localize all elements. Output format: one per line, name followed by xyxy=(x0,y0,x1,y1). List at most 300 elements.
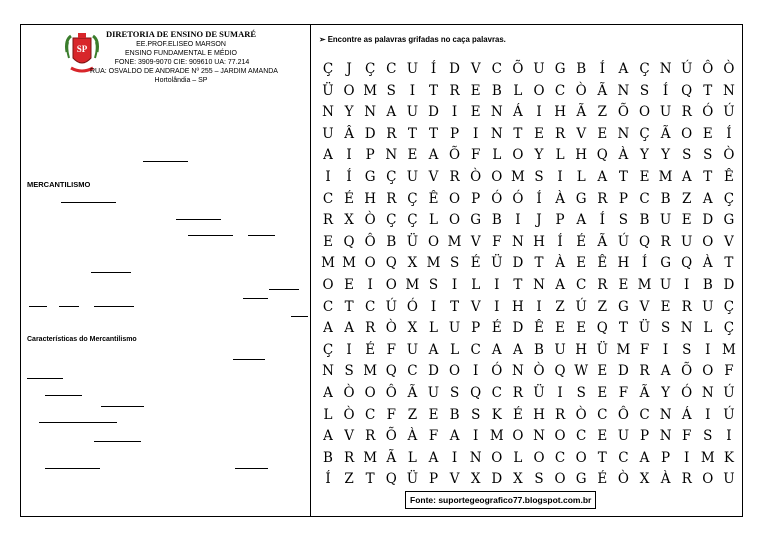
grid-letter[interactable]: S xyxy=(534,471,544,488)
grid-letter[interactable]: N xyxy=(490,104,503,121)
grid-letter[interactable]: T xyxy=(450,298,460,315)
grid-letter[interactable]: E xyxy=(639,169,650,185)
grid-letter[interactable]: O xyxy=(449,190,461,207)
grid-letter[interactable]: M xyxy=(721,341,736,358)
grid-letter[interactable]: Ê xyxy=(723,169,734,185)
grid-letter[interactable]: Ç xyxy=(639,125,650,142)
grid-letter[interactable]: M xyxy=(700,449,715,466)
grid-letter[interactable]: U xyxy=(680,233,693,250)
grid-letter[interactable]: T xyxy=(428,82,438,99)
grid-letter[interactable]: E xyxy=(597,125,608,142)
grid-letter[interactable]: P xyxy=(661,449,671,466)
grid-letter[interactable]: E xyxy=(470,104,481,121)
grid-letter[interactable]: U xyxy=(448,320,461,337)
grid-letter[interactable]: Õ xyxy=(681,363,693,380)
grid-letter[interactable]: M xyxy=(342,255,356,272)
grid-letter[interactable]: D xyxy=(428,363,439,380)
grid-letter[interactable]: C xyxy=(386,61,397,77)
grid-letter[interactable]: V xyxy=(576,125,587,142)
grid-letter[interactable]: V xyxy=(639,298,650,315)
grid-letter[interactable]: Í xyxy=(346,169,352,185)
grid-letter[interactable]: X xyxy=(344,212,354,229)
grid-letter[interactable]: T xyxy=(534,255,544,272)
grid-letter[interactable]: A xyxy=(428,147,439,164)
grid-letter[interactable]: V xyxy=(344,428,354,445)
grid-letter[interactable]: C xyxy=(597,406,608,423)
grid-letter[interactable]: I xyxy=(684,277,690,293)
grid-letter[interactable]: A xyxy=(618,61,629,77)
grid-letter[interactable]: Ò xyxy=(470,169,482,185)
grid-letter[interactable]: I xyxy=(451,449,458,466)
grid-letter[interactable]: Ê xyxy=(428,190,439,207)
grid-letter[interactable]: R xyxy=(365,320,376,337)
grid-letter[interactable]: O xyxy=(533,449,545,466)
grid-letter[interactable]: I xyxy=(536,298,542,315)
grid-letter[interactable]: C xyxy=(491,61,502,77)
grid-letter[interactable]: N xyxy=(617,125,630,142)
grid-letter[interactable]: X xyxy=(470,471,481,488)
grid-letter[interactable]: Y xyxy=(640,147,649,164)
grid-letter[interactable]: Ã xyxy=(597,82,608,99)
grid-letter[interactable]: U xyxy=(406,169,419,185)
grid-letter[interactable]: G xyxy=(470,212,482,229)
grid-letter[interactable]: I xyxy=(705,341,711,358)
grid-letter[interactable]: R xyxy=(449,169,460,185)
grid-letter[interactable]: Ü xyxy=(596,341,608,358)
grid-letter[interactable]: Ü xyxy=(533,385,545,401)
grid-letter[interactable]: C xyxy=(576,277,587,293)
grid-letter[interactable]: Z xyxy=(555,298,565,315)
grid-letter[interactable]: O xyxy=(702,363,714,380)
grid-letter[interactable]: O xyxy=(322,277,334,293)
grid-letter[interactable]: V xyxy=(470,298,481,315)
grid-letter[interactable]: Ã xyxy=(386,449,397,466)
grid-letter[interactable]: O xyxy=(427,233,440,250)
grid-letter[interactable]: T xyxy=(513,125,523,142)
grid-letter[interactable]: H xyxy=(364,190,377,207)
grid-letter[interactable]: M xyxy=(321,255,335,272)
grid-letter[interactable]: Õ xyxy=(449,147,461,164)
grid-letter[interactable]: Ô xyxy=(385,385,397,401)
grid-letter[interactable]: Q xyxy=(385,363,397,380)
grid-letter[interactable]: Ó xyxy=(491,190,503,207)
grid-letter[interactable]: I xyxy=(494,298,500,315)
grid-letter[interactable]: Ò xyxy=(575,406,587,423)
grid-letter[interactable]: E xyxy=(597,385,608,401)
grid-letter[interactable]: R xyxy=(386,125,397,142)
grid-letter[interactable]: Ú xyxy=(575,298,587,315)
grid-letter[interactable]: À xyxy=(555,190,565,207)
grid-letter[interactable]: L xyxy=(492,147,502,164)
grid-letter[interactable]: C xyxy=(322,298,334,315)
grid-letter[interactable]: U xyxy=(406,104,419,121)
grid-letter[interactable]: L xyxy=(703,320,713,337)
grid-letter[interactable]: Ü xyxy=(406,471,419,488)
grid-letter[interactable]: T xyxy=(618,320,628,337)
grid-letter[interactable]: Y xyxy=(661,147,671,164)
grid-letter[interactable]: R xyxy=(681,298,692,315)
grid-letter[interactable]: R xyxy=(449,82,460,99)
grid-letter[interactable]: T xyxy=(597,449,607,466)
grid-letter[interactable]: I xyxy=(473,428,479,445)
grid-letter[interactable]: R xyxy=(344,449,355,466)
grid-letter[interactable]: E xyxy=(597,363,608,380)
grid-letter[interactable]: É xyxy=(365,341,376,358)
grid-letter[interactable]: N xyxy=(659,428,672,445)
grid-letter[interactable]: Ò xyxy=(343,406,355,423)
grid-letter[interactable]: O xyxy=(491,169,503,185)
grid-letter[interactable]: U xyxy=(406,341,419,358)
grid-letter[interactable]: A xyxy=(344,320,354,337)
grid-letter[interactable]: Ú xyxy=(723,104,735,121)
grid-letter[interactable]: T xyxy=(365,471,375,488)
grid-letter[interactable]: R xyxy=(681,104,692,121)
grid-letter[interactable]: O xyxy=(364,385,376,401)
grid-letter[interactable]: Ü xyxy=(406,233,419,250)
grid-letter[interactable]: Í xyxy=(599,61,605,77)
grid-letter[interactable]: S xyxy=(703,428,713,445)
grid-letter[interactable]: R xyxy=(365,428,376,445)
grid-letter[interactable]: Q xyxy=(470,385,482,401)
grid-letter[interactable]: M xyxy=(658,169,673,185)
grid-letter[interactable]: Ç xyxy=(407,190,418,207)
grid-letter[interactable]: Ú xyxy=(723,406,735,423)
grid-letter[interactable]: N xyxy=(322,363,334,380)
grid-letter[interactable]: Ó xyxy=(681,385,693,401)
grid-letter[interactable]: À xyxy=(702,255,713,272)
grid-letter[interactable]: B xyxy=(660,190,671,207)
grid-letter[interactable]: U xyxy=(322,125,334,142)
grid-letter[interactable]: U xyxy=(659,104,672,121)
grid-letter[interactable]: E xyxy=(323,233,333,250)
grid-letter[interactable]: S xyxy=(703,147,713,164)
grid-letter[interactable]: F xyxy=(639,341,650,358)
grid-letter[interactable]: É xyxy=(470,255,481,272)
grid-letter[interactable]: G xyxy=(723,212,735,229)
grid-letter[interactable]: D xyxy=(512,320,524,337)
grid-letter[interactable]: I xyxy=(325,169,331,185)
grid-letter[interactable]: E xyxy=(470,82,481,99)
grid-letter[interactable]: D xyxy=(428,104,439,121)
grid-letter[interactable]: R xyxy=(660,233,671,250)
grid-letter[interactable]: Ú xyxy=(385,298,397,315)
grid-letter[interactable]: E xyxy=(428,406,439,423)
grid-letter[interactable]: Ò xyxy=(723,61,735,77)
grid-letter[interactable]: D xyxy=(512,255,524,272)
grid-letter[interactable]: N xyxy=(659,61,672,77)
grid-letter[interactable]: M xyxy=(510,169,525,185)
grid-letter[interactable]: A xyxy=(449,428,460,445)
grid-letter[interactable]: U xyxy=(659,212,672,229)
grid-letter[interactable]: X xyxy=(639,471,650,488)
grid-letter[interactable]: É xyxy=(491,320,502,337)
grid-letter[interactable]: A xyxy=(491,341,502,358)
grid-letter[interactable]: Ò xyxy=(364,212,376,229)
grid-letter[interactable]: X xyxy=(407,320,418,337)
grid-letter[interactable]: N xyxy=(659,406,672,423)
grid-letter[interactable]: Ò xyxy=(343,385,355,401)
grid-letter[interactable]: C xyxy=(554,82,566,99)
grid-letter[interactable]: Â xyxy=(344,125,354,142)
grid-letter[interactable]: Ç xyxy=(723,320,735,337)
grid-letter[interactable]: N xyxy=(511,363,524,380)
grid-letter[interactable]: É xyxy=(576,233,587,250)
grid-letter[interactable]: D xyxy=(449,61,460,77)
grid-letter[interactable]: E xyxy=(681,212,692,229)
grid-letter[interactable]: Ò xyxy=(575,82,587,99)
grid-letter[interactable]: F xyxy=(471,147,481,164)
grid-letter[interactable]: I xyxy=(557,385,563,401)
grid-letter[interactable]: V xyxy=(724,233,734,250)
grid-letter[interactable]: Ó xyxy=(406,298,418,315)
grid-letter[interactable]: E xyxy=(344,277,355,293)
grid-letter[interactable]: E xyxy=(618,277,629,293)
grid-letter[interactable]: U xyxy=(723,471,735,488)
grid-letter[interactable]: Õ xyxy=(512,61,524,77)
grid-letter[interactable]: I xyxy=(515,212,521,229)
grid-letter[interactable]: T xyxy=(724,255,734,272)
grid-letter[interactable]: Ó xyxy=(491,363,503,380)
grid-letter[interactable]: Ç xyxy=(723,190,735,207)
grid-letter[interactable]: Í xyxy=(430,61,437,77)
grid-letter[interactable]: Í xyxy=(536,190,542,207)
grid-letter[interactable]: N xyxy=(490,125,503,142)
grid-letter[interactable]: B xyxy=(491,82,502,99)
grid-letter[interactable]: F xyxy=(386,406,396,423)
grid-letter[interactable]: Ç xyxy=(365,61,376,77)
grid-letter[interactable]: K xyxy=(491,406,502,423)
grid-letter[interactable]: Ã xyxy=(407,385,418,401)
grid-letter[interactable]: L xyxy=(555,147,565,164)
grid-letter[interactable]: A xyxy=(513,341,523,358)
grid-letter[interactable]: C xyxy=(365,298,376,315)
grid-letter[interactable]: N xyxy=(533,428,545,445)
grid-letter[interactable]: F xyxy=(618,385,629,401)
grid-letter[interactable]: Ú xyxy=(617,233,630,250)
grid-letter[interactable]: T xyxy=(618,169,628,185)
grid-letter[interactable]: U xyxy=(533,61,545,77)
grid-letter[interactable]: I xyxy=(473,125,479,142)
grid-letter[interactable]: Q xyxy=(596,320,608,337)
grid-letter[interactable]: U xyxy=(427,385,440,401)
grid-letter[interactable]: B xyxy=(449,406,460,423)
grid-letter[interactable]: Á xyxy=(513,104,523,121)
grid-letter[interactable]: Q xyxy=(596,147,608,164)
grid-letter[interactable]: S xyxy=(682,147,692,164)
grid-letter[interactable]: Ã xyxy=(660,125,671,142)
grid-letter[interactable]: Ã xyxy=(639,385,650,401)
grid-letter[interactable]: L xyxy=(429,212,438,229)
grid-letter[interactable]: À xyxy=(407,428,418,445)
grid-letter[interactable]: H xyxy=(575,341,588,358)
grid-letter[interactable]: A xyxy=(597,169,608,185)
grid-letter[interactable]: T xyxy=(407,125,417,142)
grid-letter[interactable]: R xyxy=(322,212,334,229)
grid-letter[interactable]: Ò xyxy=(723,147,735,164)
grid-letter[interactable]: À xyxy=(555,255,565,272)
grid-letter[interactable]: O xyxy=(638,104,651,121)
grid-letter[interactable]: E xyxy=(597,428,608,445)
grid-letter[interactable]: E xyxy=(576,320,587,337)
grid-letter[interactable]: Z xyxy=(681,190,692,207)
grid-letter[interactable]: Ã xyxy=(576,104,587,121)
grid-letter[interactable]: H xyxy=(575,147,588,164)
grid-letter[interactable]: T xyxy=(513,277,523,293)
grid-letter[interactable]: Z xyxy=(597,298,607,315)
grid-letter[interactable]: P xyxy=(428,471,439,488)
grid-letter[interactable]: L xyxy=(407,449,417,466)
grid-letter[interactable]: Y xyxy=(534,147,544,164)
grid-letter[interactable]: O xyxy=(385,277,397,293)
grid-letter[interactable]: Ò xyxy=(385,320,397,337)
grid-letter[interactable]: E xyxy=(534,125,544,142)
grid-letter[interactable]: Ú xyxy=(723,385,735,401)
grid-letter[interactable]: C xyxy=(639,190,650,207)
grid-letter[interactable]: A xyxy=(386,104,397,121)
grid-letter[interactable]: Q xyxy=(385,471,397,488)
grid-letter[interactable]: B xyxy=(702,277,713,293)
grid-letter[interactable]: Í xyxy=(557,233,563,250)
grid-letter[interactable]: C xyxy=(576,428,587,445)
grid-letter[interactable]: I xyxy=(409,82,416,99)
grid-letter[interactable]: S xyxy=(428,277,439,293)
grid-letter[interactable]: A xyxy=(660,363,671,380)
grid-letter[interactable]: B xyxy=(576,61,587,77)
grid-letter[interactable]: Ó xyxy=(702,104,714,121)
grid-letter[interactable]: U xyxy=(659,277,672,293)
grid-letter[interactable]: I xyxy=(451,104,458,121)
grid-letter[interactable]: Q xyxy=(638,233,651,250)
grid-letter[interactable]: M xyxy=(616,341,631,358)
grid-letter[interactable]: O xyxy=(449,363,461,380)
grid-letter[interactable]: C xyxy=(639,406,650,423)
grid-letter[interactable]: P xyxy=(450,125,460,142)
grid-letter[interactable]: I xyxy=(536,104,542,121)
grid-letter[interactable]: S xyxy=(534,169,544,185)
grid-letter[interactable]: S xyxy=(639,82,650,99)
grid-letter[interactable]: Ô xyxy=(617,406,629,423)
grid-letter[interactable]: É xyxy=(344,190,355,207)
grid-letter[interactable]: Í xyxy=(325,471,331,488)
grid-letter[interactable]: V xyxy=(428,169,439,185)
grid-letter[interactable]: Õ xyxy=(385,428,397,445)
grid-letter[interactable]: À xyxy=(618,147,629,164)
grid-letter[interactable]: A xyxy=(576,212,587,229)
grid-letter[interactable]: Z xyxy=(597,104,607,121)
grid-letter[interactable]: A xyxy=(428,449,439,466)
grid-letter[interactable]: M xyxy=(489,428,504,445)
grid-letter[interactable]: O xyxy=(554,471,566,488)
grid-letter[interactable]: L xyxy=(513,82,523,99)
grid-letter[interactable]: C xyxy=(365,406,376,423)
grid-letter[interactable]: S xyxy=(660,320,671,337)
grid-letter[interactable]: S xyxy=(682,341,692,358)
grid-letter[interactable]: G xyxy=(575,190,587,207)
grid-letter[interactable]: S xyxy=(471,406,481,423)
grid-letter[interactable]: I xyxy=(430,298,437,315)
grid-letter[interactable]: E xyxy=(702,125,713,142)
grid-letter[interactable]: A xyxy=(323,385,333,401)
grid-letter[interactable]: L xyxy=(471,277,481,293)
grid-letter[interactable]: A xyxy=(323,428,333,445)
grid-letter[interactable]: Í xyxy=(599,212,605,229)
grid-letter[interactable]: I xyxy=(684,449,690,466)
grid-letter[interactable]: U xyxy=(702,298,714,315)
grid-letter[interactable]: M xyxy=(405,277,420,293)
grid-letter[interactable]: N xyxy=(385,147,398,164)
grid-letter[interactable]: X xyxy=(407,255,418,272)
grid-letter[interactable]: F xyxy=(428,428,439,445)
grid-letter[interactable]: D xyxy=(364,125,376,142)
grid-letter[interactable]: I xyxy=(346,147,352,164)
grid-letter[interactable]: G xyxy=(364,169,376,185)
grid-letter[interactable]: B xyxy=(323,449,333,466)
grid-letter[interactable]: A xyxy=(702,190,713,207)
grid-letter[interactable]: T xyxy=(703,169,713,185)
grid-letter[interactable]: H xyxy=(512,298,524,315)
grid-letter[interactable]: F xyxy=(386,341,396,358)
grid-letter[interactable]: E xyxy=(660,298,671,315)
grid-letter[interactable]: B xyxy=(534,341,544,358)
grid-letter[interactable]: Ô xyxy=(364,233,376,250)
grid-letter[interactable]: A xyxy=(428,341,439,358)
grid-letter[interactable]: Ç xyxy=(407,212,418,229)
grid-letter[interactable]: V xyxy=(470,61,481,77)
grid-letter[interactable]: Í xyxy=(641,255,648,272)
grid-letter[interactable]: W xyxy=(574,363,589,380)
grid-letter[interactable]: T xyxy=(428,125,438,142)
grid-letter[interactable]: S xyxy=(618,212,629,229)
grid-letter[interactable]: J xyxy=(346,61,352,77)
grid-letter[interactable]: S xyxy=(344,363,354,380)
grid-letter[interactable]: Ê xyxy=(597,255,608,272)
grid-letter[interactable]: Y xyxy=(661,385,671,401)
grid-letter[interactable]: R xyxy=(555,125,566,142)
grid-letter[interactable]: L xyxy=(513,449,523,466)
grid-letter[interactable]: O xyxy=(702,233,714,250)
grid-letter[interactable]: Ç xyxy=(386,169,397,185)
grid-letter[interactable]: Ô xyxy=(702,61,714,77)
grid-letter[interactable]: C xyxy=(618,449,629,466)
grid-letter[interactable]: Ó xyxy=(512,190,524,207)
grid-letter[interactable]: S xyxy=(386,82,396,99)
grid-letter[interactable]: X xyxy=(513,471,523,488)
grid-letter[interactable]: G xyxy=(554,61,566,77)
grid-letter[interactable]: O xyxy=(575,449,587,466)
grid-letter[interactable]: S xyxy=(576,385,586,401)
grid-letter[interactable]: N xyxy=(364,104,377,121)
grid-letter[interactable]: F xyxy=(492,233,502,250)
grid-letter[interactable]: O xyxy=(512,428,524,445)
grid-letter[interactable]: C xyxy=(407,363,418,380)
grid-letter[interactable]: I xyxy=(346,341,352,358)
grid-letter[interactable]: I xyxy=(494,277,500,293)
grid-letter[interactable]: B xyxy=(491,212,502,229)
grid-letter[interactable]: U xyxy=(554,341,566,358)
grid-letter[interactable]: L xyxy=(576,169,586,185)
grid-letter[interactable]: L xyxy=(429,320,438,337)
grid-letter[interactable]: Ç xyxy=(386,212,397,229)
grid-letter[interactable]: A xyxy=(323,320,333,337)
grid-letter[interactable]: S xyxy=(449,385,460,401)
grid-letter[interactable]: Ã xyxy=(597,233,608,250)
grid-letter[interactable]: A xyxy=(639,449,650,466)
grid-letter[interactable]: I xyxy=(662,341,669,358)
grid-letter[interactable]: O xyxy=(554,428,566,445)
grid-letter[interactable]: H xyxy=(554,104,566,121)
grid-letter[interactable]: E xyxy=(555,320,566,337)
grid-letter[interactable]: Ç xyxy=(639,61,650,77)
